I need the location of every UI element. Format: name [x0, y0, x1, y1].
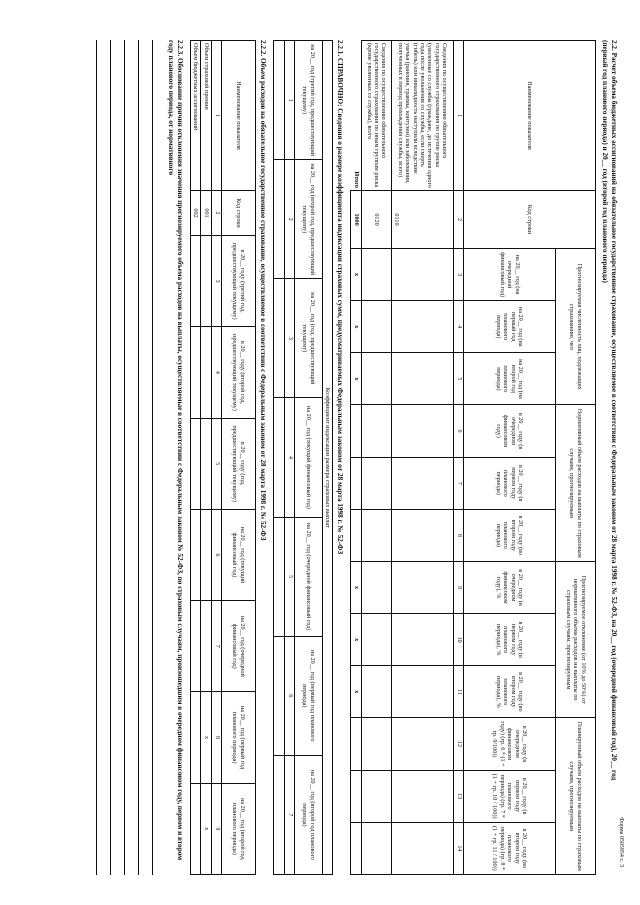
col-index: 4	[211, 327, 221, 418]
sub-header: на 20__ год (на второй год планового периода)	[464, 353, 556, 405]
data-cell[interactable]	[391, 614, 453, 666]
sub-header: в 20__ году (в первом году планового периода)	[464, 457, 556, 509]
col-index: 9	[211, 783, 221, 874]
group-dev-header: Прогнозируемое отклонение (от 10% до 50%) от нормативного объема расходов на выплаты по страховым случаям, прогнозируемым	[556, 561, 596, 717]
col-code-header: Код строки	[221, 191, 255, 236]
form-code: Форма 0505854 с. 3	[618, 817, 624, 867]
col-name-header: Наименование показателя	[221, 41, 255, 191]
col-code-header: Код строки	[464, 191, 596, 249]
indexation-group-header: Коэффициент индексации размера страховых выплат	[322, 41, 332, 875]
col-index: 6	[284, 636, 294, 755]
data-cell[interactable]	[391, 666, 453, 718]
col-index: 3	[453, 249, 463, 301]
sub-header: на 20__ год (год, предшествующий текущему)	[294, 279, 322, 398]
total-code: 1000	[351, 191, 361, 249]
data-cell[interactable]	[351, 405, 361, 457]
section-2-2-1-title: 2.2.1. СПРАВОЧНО: Сведения о размере коэффициента индексации страховых сумм, предусматриваемых Федеральным законом от 28 марта 1998 г. № 52-ФЗ	[336, 40, 345, 555]
col-index: 8	[211, 692, 221, 783]
data-cell[interactable]	[351, 457, 361, 509]
row-label: Объем страховой премии	[201, 41, 211, 191]
data-cell[interactable]	[190, 418, 200, 509]
data-cell[interactable]	[391, 770, 453, 822]
total-label: Итого	[351, 41, 361, 191]
col-index: 6	[453, 405, 463, 457]
data-cell[interactable]	[273, 398, 284, 517]
expenses-table	[190, 40, 256, 875]
data-cell[interactable]	[190, 692, 200, 783]
sub-header: на 20__ год (очередной финансовый год)	[294, 517, 322, 636]
col-index: 7	[284, 755, 294, 874]
section-2-2-2-title: 2.2.2. Объем расходов на обязательное государственное страхование, осуществляемое в соответствии с Федеральным законом от 28 марта 1998 г. № 52-ФЗ	[258, 40, 267, 541]
data-cell[interactable]	[190, 509, 200, 600]
data-cell[interactable]	[361, 249, 391, 301]
data-cell[interactable]	[391, 561, 453, 613]
data-cell[interactable]	[361, 770, 391, 822]
data-cell[interactable]	[361, 614, 391, 666]
x-cell: x	[351, 353, 361, 405]
data-cell[interactable]	[273, 636, 284, 755]
data-cell[interactable]	[201, 418, 211, 509]
data-cell[interactable]	[201, 236, 211, 327]
col-index: 2	[211, 191, 221, 236]
data-cell[interactable]	[190, 327, 200, 418]
data-cell[interactable]	[201, 601, 211, 692]
row-label: Объем бюджетных ассигнований	[190, 41, 200, 191]
data-cell[interactable]	[391, 353, 453, 405]
table-row	[273, 41, 284, 875]
document-content	[96, 40, 624, 875]
data-cell[interactable]	[391, 249, 453, 301]
justification-lines[interactable]	[96, 40, 166, 875]
sub-header: на 20__ год (текущий финансовый год)	[221, 509, 255, 600]
data-cell[interactable]	[391, 509, 453, 561]
col-index: 10	[453, 614, 463, 666]
col-index: 3	[284, 279, 294, 398]
sub-header: на 20__ год (второй год планового периода)	[221, 783, 255, 874]
sub-header: в 20__ году (во втором году планового периода) (гр. 8 * (1 + гр. 11 / 100))	[464, 822, 556, 874]
col-index: 14	[453, 822, 463, 874]
sub-header: в 20__ году (во втором году планового периода), %	[464, 666, 556, 718]
data-cell[interactable]	[351, 718, 361, 770]
data-cell[interactable]	[190, 236, 200, 327]
data-cell[interactable]	[351, 770, 361, 822]
sub-header: в 20__ году (третий год, предшествующий текущему)	[221, 236, 255, 327]
sub-header: в 20__ году (год, предшествующий текущему)	[221, 418, 255, 509]
table-row	[391, 41, 453, 875]
data-cell[interactable]	[190, 783, 200, 874]
col-name-header: Наименование показателя	[464, 41, 596, 191]
sub-header: в 20__ году (в очередном финансовом году)	[464, 405, 556, 457]
col-index: 9	[453, 561, 463, 613]
section-2-2-3-title: 2.2.3. Обоснование причин отклонения значения прогнозируемого объема расходов на выплаты, осуществляемые в соответствии с Федеральным законом № 52-ФЗ, по страховым случаям, произошедшим в очередном финансовом году, первом и втором году планового периода, от нормативного	[166, 40, 184, 861]
sub-header: на 20__ год (первый год планового периода)	[294, 636, 322, 755]
col-index: 4	[453, 301, 463, 353]
col-index: 3	[211, 236, 221, 327]
sub-header: на 20__ год (второй год планового периода)	[294, 755, 322, 874]
table-row	[190, 41, 200, 875]
sub-header: на 20__ год (второй год, предшествующий текущему)	[294, 160, 322, 279]
data-cell[interactable]	[351, 509, 361, 561]
data-cell[interactable]	[273, 160, 284, 279]
sub-header: на 20__ год (первый год планового периода)	[221, 692, 255, 783]
insurance-calc-table	[350, 40, 596, 875]
data-cell[interactable]	[361, 353, 391, 405]
col-index: 4	[284, 398, 294, 517]
col-index: 1	[211, 41, 221, 191]
data-cell[interactable]	[361, 822, 391, 874]
sub-header: на 20__ год (очередной финансовый год)	[221, 601, 255, 692]
x-cell: x	[351, 561, 361, 613]
data-cell[interactable]	[361, 561, 391, 613]
data-cell[interactable]	[361, 405, 391, 457]
sub-header: в 20__ году (в первом году планового периода), %	[464, 614, 556, 666]
data-cell[interactable]	[273, 279, 284, 398]
group-norm-header: Нормативный объем расходов на выплаты по страховым случаям, прогнозируемым	[556, 405, 596, 561]
sub-header: в 20__ году (в очередном финансовом году) (гр. 6 * (1 + гр. 9/100))	[464, 718, 556, 770]
col-index: 5	[211, 418, 221, 509]
data-cell[interactable]	[391, 405, 453, 457]
section-2-2-heading: 2.2. Расчет объема бюджетных ассигнований на обязательное государственное страхование, осуществляемое в соответствии с Федеральным законом от 28 марта 1998 г. № 52-ФЗ, на 20__ год (очередной финансовый год), 20__ год (первый год планового периода) и 20__ год (второй год планового периода)	[601, 40, 618, 781]
col-index: 2	[453, 191, 463, 249]
sub-header: в 20__ году (в первом году планового периода) (гр. 7 * (1 + гр. 10 / 100))	[464, 770, 556, 822]
x-cell: x	[351, 666, 361, 718]
col-index: 2	[284, 160, 294, 279]
col-index: 7	[453, 457, 463, 509]
x-cell: x	[201, 692, 211, 783]
data-cell[interactable]	[391, 718, 453, 770]
data-cell[interactable]	[273, 755, 284, 874]
group-count-header: Прогнозируемая численность лиц, подлежащих страхованию, чел	[556, 249, 596, 405]
sub-header: на 20__ год (на очередной финансовый год)	[464, 249, 556, 301]
col-index: 6	[211, 509, 221, 600]
data-cell[interactable]	[361, 718, 391, 770]
indexation-table	[273, 40, 334, 875]
row-code: 0110	[391, 191, 453, 249]
data-cell[interactable]	[391, 822, 453, 874]
data-cell[interactable]	[190, 601, 200, 692]
row-label: Сведения по осуществлению обязательного государственного страхования по группе риска (уволенные со службы (граждане, до истечения одного года после увольнения со службы, если смерть (гибель) или инвалидность наступили вследствие увечья (ранения, травмы, контузии) или заболевания, полученных в период прохождения службы, всего)	[391, 41, 453, 191]
col-index: 13	[453, 770, 463, 822]
table-row	[361, 41, 391, 875]
sub-header: в 20__ году (во втором году планового периода)	[464, 509, 556, 561]
col-index: 1	[453, 41, 463, 191]
col-index: 12	[453, 718, 463, 770]
sub-header: на 20__ год (третий год, предшествующий текущему)	[294, 41, 322, 160]
sub-header: в 20__ году (в очередном финансовом году), %	[464, 561, 556, 613]
col-index: 5	[284, 517, 294, 636]
row-code: 002	[190, 191, 200, 236]
data-cell[interactable]	[201, 327, 211, 418]
x-cell: x	[351, 301, 361, 353]
total-row	[351, 41, 361, 875]
data-cell[interactable]	[361, 301, 391, 353]
data-cell[interactable]	[273, 517, 284, 636]
data-cell[interactable]	[361, 509, 391, 561]
col-index: 11	[453, 666, 463, 718]
table-row	[201, 41, 211, 875]
sub-header: на 20__ год (текущий финансовый год)	[294, 398, 322, 517]
col-index: 1	[284, 41, 294, 160]
sub-header: на 20__ год (на первый год планового периода)	[464, 301, 556, 353]
row-code: 0120	[361, 191, 391, 249]
data-cell[interactable]	[273, 41, 284, 160]
row-code: 001	[201, 191, 211, 236]
x-cell: x	[351, 249, 361, 301]
data-cell[interactable]	[361, 457, 391, 509]
data-cell[interactable]	[361, 666, 391, 718]
data-cell[interactable]	[201, 509, 211, 600]
sub-header: в 20__ году (второй год, предшествующий текущему)	[221, 327, 255, 418]
data-cell[interactable]	[391, 301, 453, 353]
col-index: 7	[211, 601, 221, 692]
data-cell[interactable]	[391, 457, 453, 509]
row-label: Сведения по осуществлению обязательного государственного страхования по иным группам риска (кроме уволенных со службы), всего	[361, 41, 391, 191]
col-index: 8	[453, 509, 463, 561]
x-cell: x	[351, 614, 361, 666]
col-index: 5	[453, 353, 463, 405]
x-cell: x	[201, 783, 211, 874]
group-plan-header: Планируемый объем расходов на выплаты по страховым случаям, прогнозируемым	[556, 718, 596, 875]
data-cell[interactable]	[351, 822, 361, 874]
